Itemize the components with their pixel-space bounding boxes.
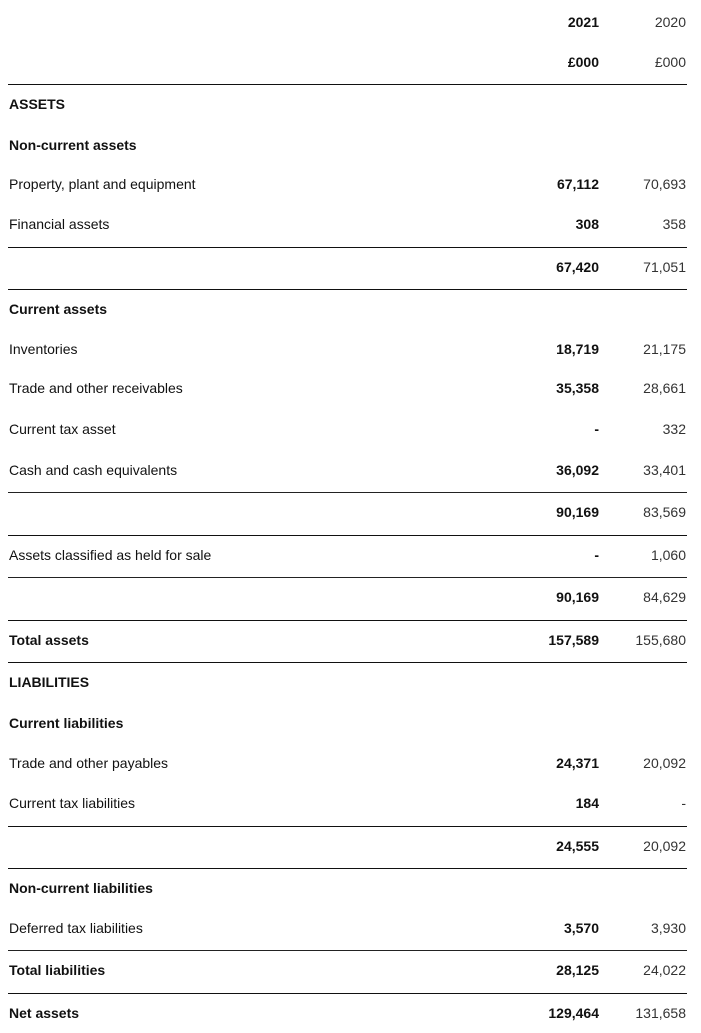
current-tax-asset-label: Current tax asset: [9, 421, 116, 437]
total-liabilities-2021: 28,125: [556, 962, 599, 978]
receivables-row: [8, 378, 687, 398]
cash-row: [8, 460, 687, 480]
held-for-sale-label: Assets classified as held for sale: [9, 547, 212, 563]
payables-row: [8, 753, 687, 773]
current-liabilities-subtotal-row: [8, 836, 687, 856]
held-for-sale-2021: -: [594, 547, 599, 563]
non-current-liabilities-heading-row: [8, 878, 687, 898]
ppe-2020: 70,693: [643, 176, 686, 192]
receivables-2020: 28,661: [643, 380, 686, 396]
current-assets-subtotal-row: [8, 502, 687, 522]
payables-2021: 24,371: [556, 755, 599, 771]
current-tax-liabilities-2021: 184: [575, 795, 599, 811]
inventories-row: [8, 339, 687, 359]
year-header-row: [8, 12, 687, 32]
inventories-label: Inventories: [9, 341, 78, 357]
cash-2021: 36,092: [556, 462, 599, 478]
deferred-tax-2020: 3,930: [650, 920, 686, 936]
current-liabilities-heading-row: [8, 713, 687, 733]
assets-heading: ASSETS: [9, 96, 66, 112]
receivables-label: Trade and other receivables: [9, 380, 183, 396]
total-assets-2021: 157,589: [548, 632, 599, 648]
payables-2020: 20,092: [643, 755, 686, 771]
unit-2021-header: £000: [567, 54, 599, 70]
total-liabilities-row: [8, 960, 687, 980]
receivables-2021: 35,358: [556, 380, 599, 396]
financial-assets-2020: 358: [662, 216, 686, 232]
net-assets-row: [8, 1003, 687, 1023]
current-assets-heading: Current assets: [9, 301, 108, 317]
current-liabilities-heading: Current liabilities: [9, 715, 124, 731]
ppe-label: Property, plant and equipment: [9, 176, 196, 192]
financial-assets-2021: 308: [575, 216, 599, 232]
payables-label: Trade and other payables: [9, 755, 169, 771]
nca-subtotal-2020: 71,051: [643, 259, 686, 275]
ppe-row: [8, 174, 687, 194]
ca-total-2021: 90,169: [556, 589, 599, 605]
total-assets-label: Total assets: [9, 632, 89, 648]
current-tax-liabilities-row: [8, 793, 687, 813]
non-current-assets-heading-row: [8, 135, 687, 155]
cash-label: Cash and cash equivalents: [9, 462, 178, 478]
inventories-2021: 18,719: [556, 341, 599, 357]
year-2021-header: 2021: [567, 14, 599, 30]
nca-subtotal-2021: 67,420: [556, 259, 599, 275]
current-tax-liabilities-2020: -: [681, 795, 686, 811]
liabilities-heading-row: [8, 672, 687, 692]
ca-total-2020: 84,629: [643, 589, 686, 605]
deferred-tax-row: [8, 918, 687, 938]
year-2020-header: 2020: [654, 14, 686, 30]
current-assets-total-row: [8, 587, 687, 607]
total-assets-2020: 155,680: [635, 632, 686, 648]
current-tax-asset-2020: 332: [662, 421, 686, 437]
non-current-assets-subtotal-row: [8, 257, 687, 277]
current-tax-liabilities-label: Current tax liabilities: [9, 795, 136, 811]
cl-subtotal-2020: 20,092: [643, 838, 686, 854]
ca-subtotal-2021: 90,169: [556, 504, 599, 520]
cash-2020: 33,401: [643, 462, 686, 478]
current-assets-heading-row: [8, 299, 687, 319]
liabilities-heading: LIABILITIES: [9, 674, 90, 690]
financial-assets-label: Financial assets: [9, 216, 110, 232]
held-for-sale-row: [8, 545, 687, 565]
total-liabilities-2020: 24,022: [643, 962, 686, 978]
deferred-tax-label: Deferred tax liabilities: [9, 920, 143, 936]
net-assets-2021: 129,464: [548, 1005, 599, 1021]
net-assets-2020: 131,658: [635, 1005, 686, 1021]
ppe-2021: 67,112: [556, 176, 599, 192]
inventories-2020: 21,175: [643, 341, 686, 357]
unit-2020-header: £000: [654, 54, 686, 70]
total-liabilities-label: Total liabilities: [9, 962, 106, 978]
current-tax-asset-2021: -: [594, 421, 599, 437]
net-assets-label: Net assets: [9, 1005, 80, 1021]
non-current-assets-heading: Non-current assets: [9, 137, 137, 153]
total-assets-row: [8, 630, 687, 650]
financial-assets-row: [8, 214, 687, 234]
unit-header-row: [8, 52, 687, 72]
assets-heading-row: [8, 94, 687, 114]
cl-subtotal-2021: 24,555: [556, 838, 599, 854]
ca-subtotal-2020: 83,569: [643, 504, 686, 520]
deferred-tax-2021: 3,570: [563, 920, 599, 936]
held-for-sale-2020: 1,060: [650, 547, 686, 563]
non-current-liabilities-heading: Non-current liabilities: [9, 880, 153, 896]
current-tax-asset-row: [8, 419, 687, 439]
